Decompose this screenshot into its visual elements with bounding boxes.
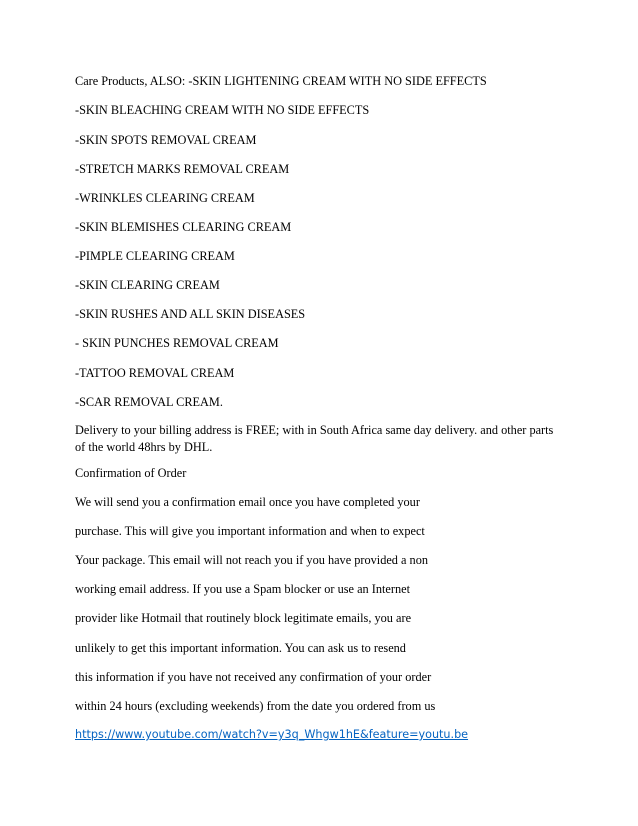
product-line: -SKIN SPOTS REMOVAL CREAM [75,133,257,147]
confirmation-line: unlikely to get this important information. You can ask us to resend [75,641,406,655]
confirmation-line: this information if you have not received any confirmation of your order [75,670,432,684]
confirmation-line: within 24 hours (excluding weekends) from the date you ordered from us [75,699,436,713]
product-line: -SKIN CLEARING CREAM [75,278,220,292]
confirmation-line: provider like Hotmail that routinely block legitimate emails, you are [75,611,412,625]
youtube-link[interactable]: https://www.youtube.com/watch?v=y3q_Whgw1hE&feature=youtu.be [75,728,469,741]
product-line: -SKIN RUSHES AND ALL SKIN DISEASES [75,307,306,321]
product-line: - SKIN PUNCHES REMOVAL CREAM [75,336,279,350]
delivery-paragraph: Delivery to your billing address is FREE; with in South Africa same day delivery. and other parts of the world 48hrs by DHL. [75,423,554,454]
product-line: -STRETCH MARKS REMOVAL CREAM [75,162,290,176]
products-intro-line: Care Products, ALSO: -SKIN LIGHTENING CREAM WITH NO SIDE EFFECTS [75,74,487,88]
confirmation-line: purchase. This will give you important information and when to expect [75,524,425,538]
product-line: -SKIN BLEACHING CREAM WITH NO SIDE EFFECTS [75,103,370,117]
product-line: -TATTOO REMOVAL CREAM [75,366,235,380]
product-line: -SKIN BLEMISHES CLEARING CREAM [75,220,292,234]
product-line: -PIMPLE CLEARING CREAM [75,249,235,263]
confirmation-line: We will send you a confirmation email once you have completed your [75,495,420,509]
confirmation-line: Your package. This email will not reach you if you have provided a non [75,553,429,567]
product-line: -WRINKLES CLEARING CREAM [75,191,255,205]
confirmation-heading: Confirmation of Order [75,466,187,480]
confirmation-line: working email address. If you use a Spam blocker or use an Internet [75,582,410,596]
product-line: -SCAR REMOVAL CREAM. [75,395,223,409]
